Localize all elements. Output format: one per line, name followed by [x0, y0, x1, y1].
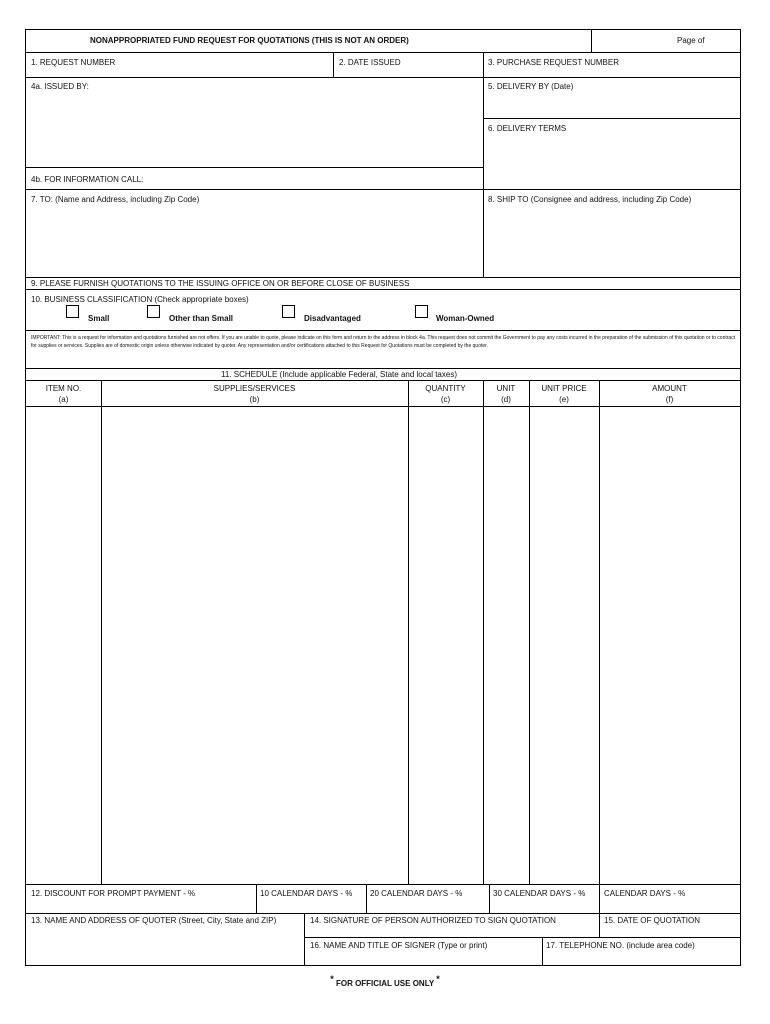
divider	[26, 406, 740, 407]
small-checkbox[interactable]	[66, 305, 79, 318]
footer-star-left: *	[330, 974, 334, 984]
furnish-quotations-label: 9. PLEASE FURNISH QUOTATIONS TO THE ISSUING OFFICE ON OR BEFORE CLOSE OF BUSINESS	[31, 279, 410, 288]
divider	[304, 913, 305, 965]
telephone-label: 17. TELEPHONE NO. (include area code)	[546, 941, 695, 950]
divider	[26, 167, 483, 168]
official-use-label: FOR OFFICIAL USE ONLY	[335, 979, 435, 988]
purchase-request-number-label: 3. PURCHASE REQUEST NUMBER	[488, 58, 619, 67]
issued-by-label: 4a. ISSUED BY:	[31, 82, 89, 91]
form-title: NONAPPROPRIATED FUND REQUEST FOR QUOTATIONS (THIS IS NOT AN ORDER)	[90, 36, 409, 45]
divider	[304, 937, 740, 938]
days30-label: 30 CALENDAR DAYS - %	[493, 889, 586, 898]
divider	[483, 118, 740, 119]
col-header-supplies: SUPPLIES/SERVICES	[213, 384, 296, 393]
days20-label: 20 CALENDAR DAYS - %	[370, 889, 463, 898]
divider	[26, 277, 740, 278]
col-sub-unit-price: (e)	[559, 395, 569, 404]
quoter-label: 13. NAME AND ADDRESS OF QUOTER (Street, City, State and ZIP)	[31, 916, 277, 925]
divider	[599, 380, 600, 884]
divider	[483, 380, 484, 884]
rfq-form	[25, 29, 741, 966]
woman-owned-label: Woman-Owned	[436, 314, 495, 323]
days-other-label: CALENDAR DAYS - %	[604, 889, 686, 898]
col-header-quantity: QUANTITY	[425, 384, 466, 393]
page-counter: Page of	[677, 36, 705, 45]
schedule-label: 11. SCHEDULE (Include applicable Federal, State and local taxes)	[221, 370, 457, 379]
divider	[26, 368, 740, 369]
for-information-call-label: 4b. FOR INFORMATION CALL:	[31, 175, 144, 184]
divider	[542, 937, 543, 965]
discount-label: 12. DISCOUNT FOR PROMPT PAYMENT - %	[31, 889, 196, 898]
important-notice: IMPORTANT: This is a request for information and quotations furnished are not offers. If you are unable to quote, please indicate on this form and return to the address in block 4a. This request does not commit the Government to pay any costs incurred in the preparation of the submission of this quotation or to contract for supplies or services. Supplies are of domestic origin unless otherwise indicated by quoter. Any representation and/or certifications attached to this Request for Quotations must be completed by the quoter.	[31, 335, 736, 349]
divider	[529, 380, 530, 884]
signer-label: 16. NAME AND TITLE OF SIGNER (Type or print)	[310, 941, 488, 950]
small-label: Small	[88, 314, 110, 323]
divider	[26, 330, 740, 331]
divider	[333, 52, 334, 77]
col-header-amount: AMOUNT	[652, 384, 687, 393]
disadvantaged-checkbox[interactable]	[282, 305, 295, 318]
divider	[26, 289, 740, 290]
date-of-quotation-label: 15. DATE OF QUOTATION	[604, 916, 701, 925]
divider	[591, 30, 592, 52]
delivery-terms-label: 6. DELIVERY TERMS	[488, 124, 567, 133]
divider	[599, 913, 600, 937]
ship-to-label: 8. SHIP TO (Consignee and address, including Zip Code)	[488, 195, 692, 204]
other-than-small-checkbox[interactable]	[147, 305, 160, 318]
woman-owned-checkbox[interactable]	[415, 305, 428, 318]
divider	[26, 380, 740, 381]
divider	[26, 52, 740, 53]
col-sub-supplies: (b)	[249, 395, 260, 404]
col-sub-quantity: (c)	[440, 395, 451, 404]
col-sub-amount: (f)	[665, 395, 674, 404]
divider	[489, 884, 490, 913]
divider	[26, 189, 740, 190]
col-sub-unit: (d)	[501, 395, 511, 404]
other-than-small-label: Other than Small	[169, 314, 234, 323]
disadvantaged-label: Disadvantaged	[304, 314, 361, 323]
divider	[483, 52, 484, 277]
divider	[408, 380, 409, 884]
signature-label: 14. SIGNATURE OF PERSON AUTHORIZED TO SIGN QUOTATION	[310, 916, 556, 925]
request-number-label: 1. REQUEST NUMBER	[31, 58, 116, 67]
business-classification-label: 10. BUSINESS CLASSIFICATION (Check appropriate boxes)	[31, 295, 249, 304]
to-label: 7. TO: (Name and Address, including Zip Code)	[31, 195, 200, 204]
divider	[366, 884, 367, 913]
col-header-unit: UNIT	[496, 384, 516, 393]
date-issued-label: 2. DATE ISSUED	[339, 58, 401, 67]
col-header-unit-price: UNIT PRICE	[541, 384, 587, 393]
footer	[0, 974, 770, 988]
divider	[26, 884, 740, 885]
divider	[101, 380, 102, 884]
delivery-by-label: 5. DELIVERY BY (Date)	[488, 82, 574, 91]
days10-label: 10 CALENDAR DAYS - %	[260, 889, 353, 898]
divider	[256, 884, 257, 913]
col-header-item-no: ITEM NO.	[45, 384, 82, 393]
divider	[599, 884, 600, 913]
divider	[26, 913, 740, 914]
footer-star-right: *	[436, 974, 440, 984]
divider	[26, 77, 740, 78]
col-sub-item-no: (a)	[58, 395, 69, 404]
